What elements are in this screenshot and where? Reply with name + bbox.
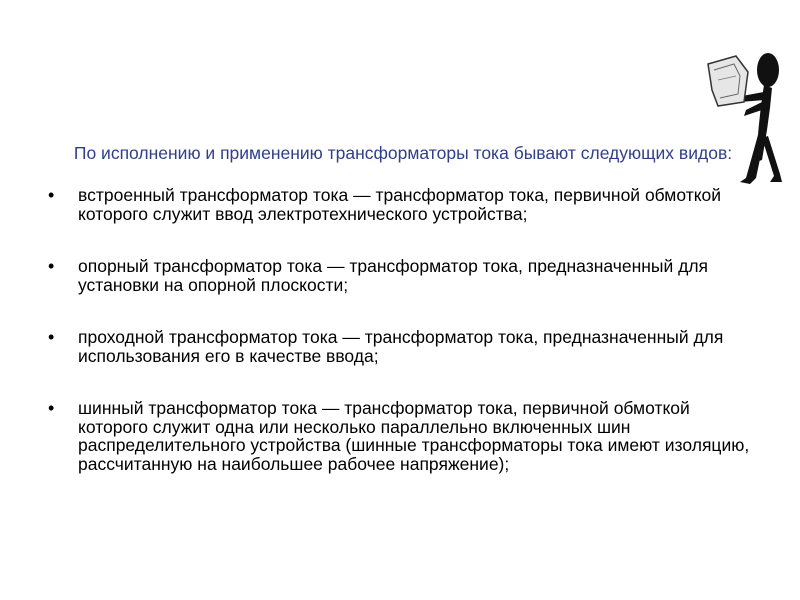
list-item-text: проходной трансформатор тока — трансформатор тока, предназначенный для использования его в качестве ввода; — [78, 327, 724, 366]
bullet-icon: • — [48, 327, 55, 347]
bullet-icon: • — [48, 185, 55, 205]
list-item — [44, 328, 750, 365]
list-item — [44, 186, 750, 223]
list-item-text: встроенный трансформатор тока — трансформатор тока, первичной обмоткой которого служит ввод электротехнического устройства; — [78, 185, 722, 224]
bullet-icon: • — [48, 256, 55, 276]
list-item-text: шинный трансформатор тока — трансформатор тока, первичной обмоткой которого служит одна или несколько параллельно включенных шин распределительного устройства (шинные трансформаторы тока имеют изоляцию, рассчитанную на наибольшее рабочее напряжение); — [78, 398, 750, 474]
person-holding-paper-icon — [688, 40, 788, 190]
list-item — [44, 257, 750, 294]
list-item — [44, 399, 750, 473]
bullet-list — [44, 186, 750, 473]
list-item-text: опорный трансформатор тока — трансформатор тока, предназначенный для установки на опорной плоскости; — [78, 256, 709, 295]
slide-title: По исполнению и применению трансформаторы тока бывают следующих видов: — [73, 143, 733, 163]
bullet-icon: • — [48, 398, 55, 418]
